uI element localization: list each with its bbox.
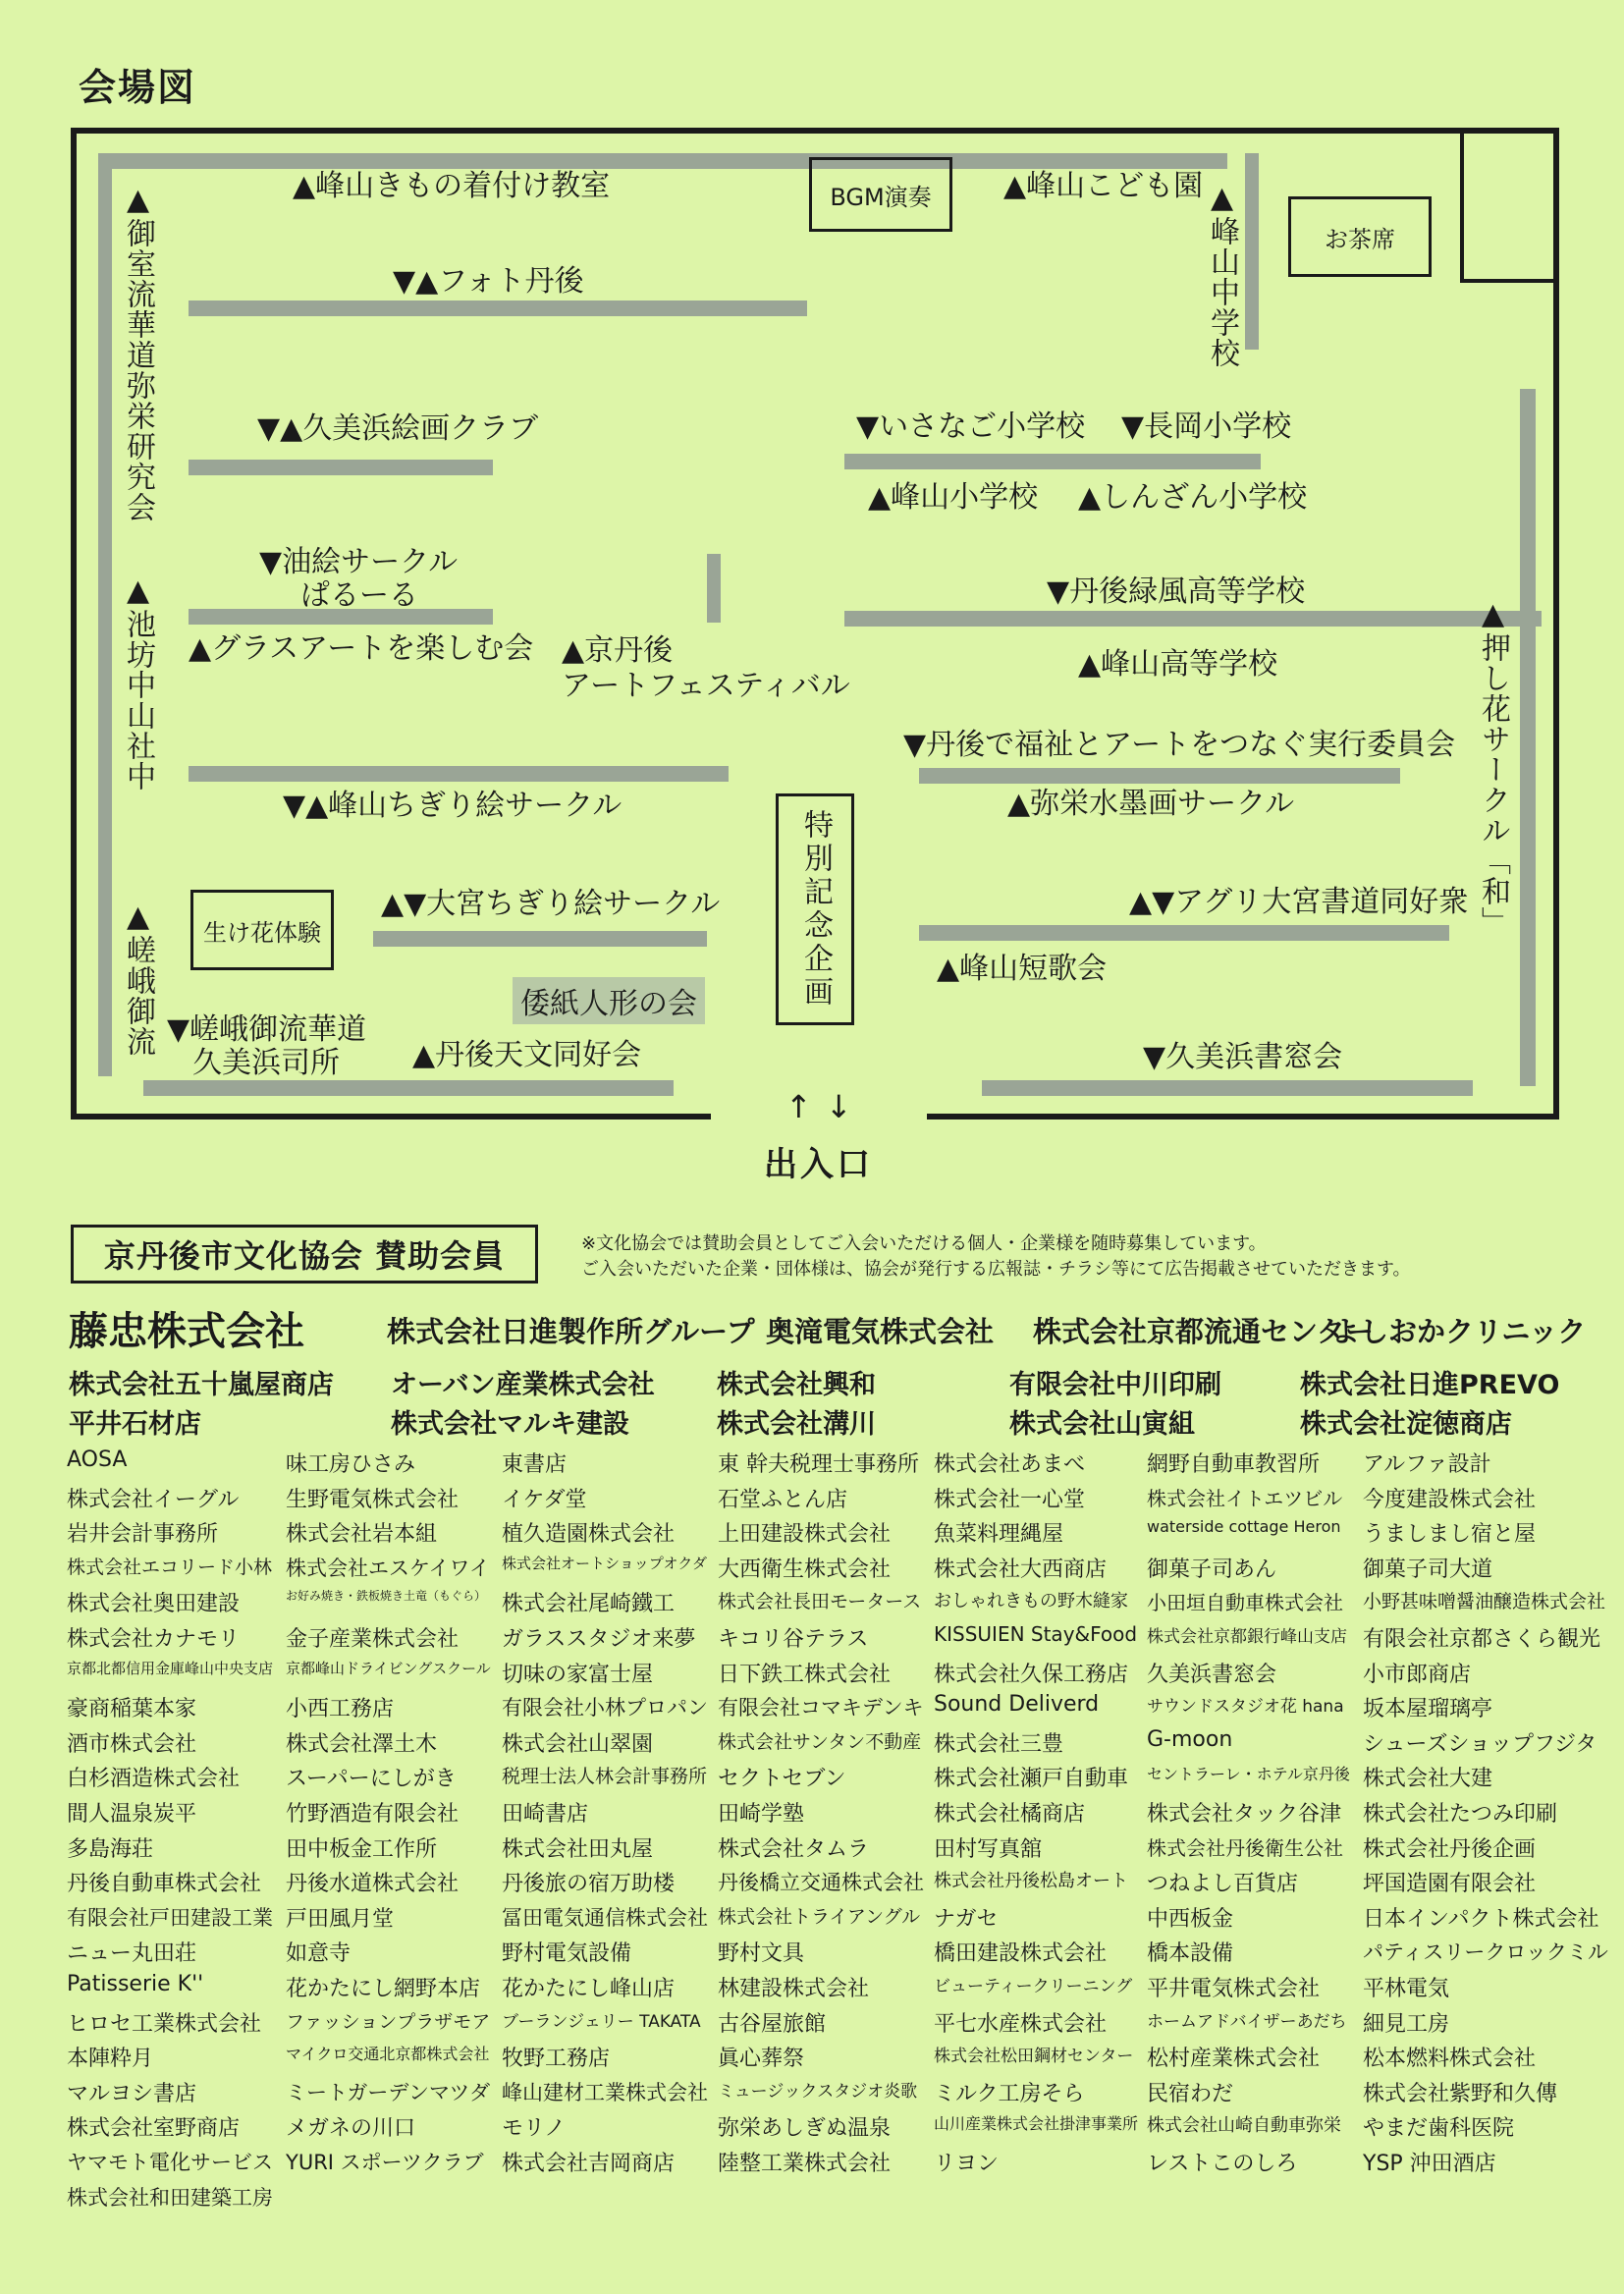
bar bbox=[919, 925, 1449, 941]
label-tanka: ▲峰山短歌会 bbox=[937, 952, 1108, 986]
member-entry: ヤマモト電化サービス bbox=[67, 2151, 273, 2174]
member-entry: 弥栄あしぎぬ温泉 bbox=[718, 2116, 892, 2142]
gold-sponsor: オーバン産業株式会社 bbox=[391, 1370, 655, 1400]
member-entry: 株式会社橘商店 bbox=[934, 1802, 1086, 1827]
entrance-label: 出入口 bbox=[764, 1145, 873, 1184]
member-entry: 株式会社三豊 bbox=[934, 1731, 1064, 1757]
label-kimono: ▲峰山きもの着付け教室 bbox=[293, 169, 611, 203]
member-entry: 間人温泉炭平 bbox=[67, 1802, 197, 1827]
member-entry: 峰山建材工業株式会社 bbox=[502, 2080, 708, 2104]
bar bbox=[98, 153, 1227, 169]
bar bbox=[1245, 153, 1259, 350]
member-entry: 多島海荘 bbox=[67, 1836, 154, 1862]
member-entry: ホームアドバイザーあだち bbox=[1147, 2011, 1347, 2032]
member-entry: 株式会社一心堂 bbox=[934, 1487, 1086, 1512]
member-entry: 株式会社エスケイワイ bbox=[286, 1556, 490, 1580]
member-entry: ヒロセ工業株式会社 bbox=[67, 2011, 262, 2037]
bar bbox=[844, 611, 1542, 627]
label-kyotango-1: ▲京丹後 bbox=[562, 633, 674, 668]
member-entry: 味工房ひさみ bbox=[286, 1452, 416, 1477]
member-entry: 小市郎商店 bbox=[1363, 1662, 1472, 1687]
member-entry: 株式会社山崎自動車弥栄 bbox=[1147, 2115, 1341, 2137]
member-entry: 如意寺 bbox=[286, 1941, 352, 1967]
member-entry: シューズショップフジタ bbox=[1363, 1731, 1597, 1757]
member-entry: 民宿わだ bbox=[1147, 2081, 1234, 2106]
member-entry: 丹後水道株式会社 bbox=[286, 1872, 460, 1897]
member-entry: 田崎書店 bbox=[502, 1802, 589, 1827]
member-entry: レストこのしろ bbox=[1147, 2152, 1298, 2176]
member-entry: 株式会社イトエツビル bbox=[1147, 1486, 1343, 1510]
member-entry: 橋本設備 bbox=[1147, 1941, 1234, 1967]
member-entry: 有限会社コマキデンキ bbox=[718, 1696, 924, 1720]
label-aguri: ▲▼アグリ大宮書道同好衆 bbox=[1129, 885, 1469, 919]
frame-bottom-left bbox=[71, 1114, 711, 1120]
gold-sponsor: 株式会社溝川 bbox=[717, 1409, 876, 1440]
member-entry: 花かたにし峰山店 bbox=[502, 1977, 676, 2001]
label-omiya-chigiri: ▲▼大宮ちぎり絵サークル bbox=[381, 887, 721, 921]
member-entry: 大西衛生株式会社 bbox=[718, 1557, 892, 1582]
member-entry: 株式会社大建 bbox=[1363, 1767, 1493, 1792]
bar bbox=[982, 1080, 1473, 1096]
member-entry: 白杉酒造株式会社 bbox=[67, 1767, 241, 1792]
member-entry: YURI スポーツクラブ bbox=[286, 2151, 484, 2174]
bar bbox=[189, 300, 807, 316]
member-entry: 株式会社イーグル bbox=[67, 1487, 240, 1512]
label-shinzan: ▲しんざん小学校 bbox=[1078, 480, 1308, 515]
label-chigiri: ▼▲峰山ちぎり絵サークル bbox=[283, 789, 623, 823]
member-entry: 丹後自動車株式会社 bbox=[67, 1872, 262, 1897]
member-entry: お好み焼き・鉄板焼き土竜（もぐら） bbox=[286, 1589, 487, 1604]
gold-sponsor: 株式会社淀徳商店 bbox=[1300, 1409, 1512, 1440]
member-entry: 京都峰山ドライビングスクール bbox=[286, 1659, 491, 1677]
member-entry: 岩井会計事務所 bbox=[67, 1522, 219, 1548]
member-entry: 株式会社大西商店 bbox=[934, 1557, 1108, 1582]
label-isanago: ▼いさなご小学校 bbox=[856, 410, 1086, 444]
member-entry: 牧野工務店 bbox=[502, 2047, 611, 2072]
top-sponsor: 奥滝電気株式会社 bbox=[766, 1315, 995, 1348]
member-entry: 株式会社丹後衛生公社 bbox=[1147, 1835, 1343, 1860]
label-yasaka-ink: ▲弥栄水墨画サークル bbox=[1007, 787, 1295, 821]
bar bbox=[189, 766, 729, 782]
member-entry: 戸田風月堂 bbox=[286, 1906, 395, 1932]
gold-sponsor: 株式会社山寅組 bbox=[1009, 1409, 1195, 1440]
frame-top bbox=[71, 128, 1559, 134]
member-entry: 株式会社あまべ bbox=[934, 1452, 1086, 1477]
bar bbox=[373, 931, 707, 947]
member-entry: 株式会社京都銀行峰山支店 bbox=[1147, 1627, 1347, 1647]
member-entry: 花かたにし網野本店 bbox=[286, 1977, 481, 2001]
member-entry: 株式会社久保工務店 bbox=[934, 1662, 1129, 1687]
vlabel-mineyama-jhs: ▲峰山中学校 bbox=[1205, 181, 1239, 368]
member-entry: 株式会社瀬戸自動車 bbox=[934, 1767, 1129, 1792]
member-entry: 株式会社エコリード小林 bbox=[67, 1556, 273, 1578]
label-oil-2: ぱるーる bbox=[300, 578, 418, 613]
member-entry: 松村産業株式会社 bbox=[1147, 2047, 1321, 2072]
vlabel-oshibana: ▲押し花サークル「和」 bbox=[1476, 597, 1510, 937]
member-entry: イケダ堂 bbox=[502, 1487, 587, 1512]
member-entry: 今度建設株式会社 bbox=[1363, 1487, 1537, 1512]
member-entry: 古谷屋旅館 bbox=[718, 2011, 827, 2037]
member-entry: 林建設株式会社 bbox=[718, 1977, 870, 2001]
member-entry: 御菓子司あん bbox=[1147, 1557, 1277, 1582]
member-entry: 有限会社京都さくら観光 bbox=[1363, 1627, 1601, 1652]
member-entry: 石堂ふとん店 bbox=[718, 1487, 848, 1512]
member-entry: モリノ bbox=[502, 2116, 567, 2142]
member-entry: スーパーにしがき bbox=[286, 1767, 457, 1792]
top-sponsor: 株式会社京都流通センター bbox=[1033, 1315, 1374, 1348]
member-entry: ミルク工房そら bbox=[934, 2081, 1085, 2106]
member-entry: ブーランジェリー TAKATA bbox=[502, 2011, 701, 2032]
label-glass: ▲グラスアートを楽しむ会 bbox=[189, 631, 534, 666]
member-entry: 小野甚味噌醤油醸造株式会社 bbox=[1363, 1591, 1606, 1613]
member-entry: 株式会社タック谷津 bbox=[1147, 1802, 1342, 1827]
member-entry: つねよし百貨店 bbox=[1147, 1872, 1299, 1897]
member-entry: Patisserie K'' bbox=[67, 1972, 204, 1996]
member-entry: 株式会社和田建築工房 bbox=[67, 2185, 273, 2210]
member-entry: 株式会社吉岡商店 bbox=[502, 2152, 676, 2176]
member-entry: ミュージックスタジオ炎歌 bbox=[718, 2081, 918, 2102]
label-fukushi: ▼丹後で福祉とアートをつなぐ実行委員会 bbox=[903, 728, 1456, 762]
member-entry: 小田垣自動車株式会社 bbox=[1147, 1591, 1343, 1615]
member-entry: 冨田電気通信株式会社 bbox=[502, 1905, 708, 1930]
member-entry: 久美浜書窓会 bbox=[1147, 1662, 1277, 1687]
map-title: 会場図 bbox=[79, 66, 197, 109]
bar bbox=[1520, 389, 1536, 1086]
member-entry: 豪商稲葉本家 bbox=[67, 1697, 197, 1722]
member-entry: 野村電気設備 bbox=[502, 1941, 632, 1967]
label-kumihama-kiln: ▼久美浜書窓会 bbox=[1143, 1040, 1343, 1074]
member-entry: 株式会社室野商店 bbox=[67, 2116, 241, 2142]
bar bbox=[919, 768, 1400, 784]
member-entry: うましまし宿と屋 bbox=[1363, 1522, 1537, 1548]
corner-room-left bbox=[1460, 128, 1464, 283]
member-entry: 田中板金工作所 bbox=[286, 1836, 438, 1862]
member-entry: 京都北都信用金庫峰山中央支店 bbox=[67, 1659, 274, 1677]
member-entry: 有限会社戸田建設工業 bbox=[67, 1905, 273, 1930]
member-entry: YSP 沖田酒店 bbox=[1363, 2152, 1496, 2176]
member-entry: 株式会社尾崎鐵工 bbox=[502, 1592, 676, 1617]
vlabel-saga-ryu: ▲嵯峨御流 bbox=[121, 900, 155, 1057]
member-entry: ビューティークリーニング bbox=[934, 1977, 1133, 1996]
member-entry: 株式会社田丸屋 bbox=[502, 1836, 654, 1862]
bgm-box: BGM演奏 bbox=[809, 157, 952, 232]
member-entry: 細見工房 bbox=[1363, 2011, 1450, 2037]
member-entry: 小西工務店 bbox=[286, 1697, 395, 1722]
gold-sponsor: 有限会社中川印刷 bbox=[1009, 1370, 1221, 1400]
tea-room-box: お茶席 bbox=[1288, 196, 1432, 277]
member-entry: 田村写真舘 bbox=[934, 1836, 1043, 1862]
member-entry: セクトセブン bbox=[718, 1767, 846, 1792]
member-entry: 平林電気 bbox=[1363, 1977, 1450, 2001]
member-entry: 株式会社カナモリ bbox=[67, 1627, 241, 1652]
vlabel-omuro: ▲御室流華道弥栄研究会 bbox=[121, 183, 155, 522]
member-entry: 上田建設株式会社 bbox=[718, 1522, 892, 1548]
member-entry: 東書店 bbox=[502, 1452, 568, 1477]
member-entry: 税理士法人林会計事務所 bbox=[502, 1766, 708, 1788]
label-photo: ▼▲フォト丹後 bbox=[393, 264, 584, 299]
member-entry: G-moon bbox=[1147, 1726, 1233, 1752]
sponsors-note-2: ご入会いただいた企業・団体様は、協会が発行する広報誌・チラシ等にて広告掲載させていただきます。 bbox=[581, 1259, 1411, 1280]
label-kodomo: ▲峰山こども園 bbox=[1003, 169, 1204, 203]
member-entry: 東 幹夫税理士事務所 bbox=[718, 1452, 919, 1477]
member-entry: 御菓子司大道 bbox=[1363, 1557, 1493, 1582]
member-entry: AOSA bbox=[67, 1447, 128, 1472]
top-sponsor: よしおかクリニック bbox=[1331, 1315, 1587, 1348]
corner-room-bottom bbox=[1460, 279, 1559, 283]
bar bbox=[98, 153, 112, 1076]
member-entry: ガラススタジオ来夢 bbox=[502, 1627, 696, 1652]
member-entry: 有限会社小林プロパン bbox=[502, 1696, 708, 1720]
label-ryokufu: ▼丹後緑風高等学校 bbox=[1047, 574, 1306, 609]
member-entry: メガネの川口 bbox=[286, 2116, 416, 2142]
sponsors-heading: 京丹後市文化協会 賛助会員 bbox=[71, 1225, 538, 1284]
special-exhibit-box: 特別記念企画 bbox=[776, 793, 854, 1025]
vlabel-ikenobo: ▲池坊中山社中 bbox=[121, 574, 155, 792]
member-entry: 日本インパクト株式会社 bbox=[1363, 1906, 1599, 1932]
member-entry: アルファ設計 bbox=[1363, 1452, 1491, 1477]
member-entry: 眞心葬祭 bbox=[718, 2047, 805, 2072]
member-entry: 株式会社岩本組 bbox=[286, 1522, 438, 1548]
member-entry: 丹後旅の宿万助楼 bbox=[502, 1872, 676, 1897]
member-entry: KISSUIEN Stay&Food bbox=[934, 1622, 1138, 1646]
member-entry: 株式会社オートショップオクダ bbox=[502, 1554, 707, 1572]
member-entry: パティスリークロックミル bbox=[1363, 1940, 1608, 1965]
member-entry: 株式会社山翠園 bbox=[502, 1731, 654, 1757]
member-entry: ミートガーデンマツダ bbox=[286, 2080, 491, 2104]
bar bbox=[707, 554, 721, 623]
label-mineyama-es: ▲峰山小学校 bbox=[868, 480, 1039, 515]
member-entry: waterside cottage Heron bbox=[1147, 1517, 1341, 1537]
member-entry: 田崎学塾 bbox=[718, 1802, 805, 1827]
member-entry: 株式会社紫野和久傳 bbox=[1363, 2081, 1558, 2106]
member-entry: おしゃれきもの野木縫家 bbox=[934, 1591, 1128, 1612]
member-entry: 平井電気株式会社 bbox=[1147, 1977, 1321, 2001]
frame-right bbox=[1553, 128, 1559, 1120]
member-entry: 中西板金 bbox=[1147, 1906, 1234, 1932]
member-entry: 坪国造園有限会社 bbox=[1363, 1872, 1537, 1897]
member-entry: 株式会社奥田建設 bbox=[67, 1592, 241, 1617]
member-entry: 平七水産株式会社 bbox=[934, 2011, 1108, 2037]
label-oil-1: ▼油絵サークル bbox=[259, 545, 459, 579]
washi-doll-highlight: 倭紙人形の会 bbox=[513, 977, 705, 1024]
member-entry: 坂本屋瑠璃亭 bbox=[1363, 1697, 1493, 1722]
label-kumihama-art: ▼▲久美浜絵画クラブ bbox=[257, 411, 539, 446]
member-entry: 株式会社トライアングル bbox=[718, 1905, 921, 1928]
member-entry: 植久造園株式会社 bbox=[502, 1522, 676, 1548]
gold-sponsor: 株式会社五十嵐屋商店 bbox=[69, 1370, 334, 1400]
member-entry: 切味の家富士屋 bbox=[502, 1662, 654, 1687]
member-entry: 金子産業株式会社 bbox=[286, 1627, 460, 1652]
member-entry: Sound Deliverd bbox=[934, 1692, 1100, 1718]
member-entry: 網野自動車教習所 bbox=[1147, 1452, 1321, 1477]
label-nagaoka: ▼長岡小学校 bbox=[1121, 410, 1292, 444]
member-entry: 株式会社たつみ印刷 bbox=[1363, 1802, 1558, 1827]
frame-left bbox=[71, 128, 77, 1120]
member-entry: 酒市株式会社 bbox=[67, 1731, 197, 1757]
member-entry: 株式会社丹後企画 bbox=[1363, 1836, 1537, 1862]
member-entry: リヨン bbox=[934, 2152, 1000, 2176]
member-entry: 竹野酒造有限会社 bbox=[286, 1802, 460, 1827]
member-entry: 山川産業株式会社掛津事業所 bbox=[934, 2114, 1139, 2134]
member-entry: ファッションプラザモア bbox=[286, 2010, 491, 2033]
label-saga-1: ▼嵯峨御流華道 bbox=[167, 1012, 367, 1047]
member-entry: 松本燃料株式会社 bbox=[1363, 2047, 1537, 2072]
member-entry: ニュー丸田荘 bbox=[67, 1941, 197, 1967]
gold-sponsor: 平井石材店 bbox=[69, 1409, 201, 1440]
member-entry: マイクロ交通北京都株式会社 bbox=[286, 2045, 490, 2064]
entrance-arrows: ↑↓ bbox=[785, 1088, 866, 1125]
member-entry: ナガセ bbox=[934, 1906, 999, 1932]
member-entry: 株式会社サンタン不動産 bbox=[718, 1730, 922, 1753]
member-entry: セントラーレ・ホテル京丹後 bbox=[1147, 1765, 1350, 1784]
gold-sponsor: 株式会社マルキ建設 bbox=[391, 1409, 629, 1440]
label-astro: ▲丹後天文同好会 bbox=[412, 1038, 642, 1072]
member-entry: 橋田建設株式会社 bbox=[934, 1941, 1108, 1967]
gold-sponsor: 株式会社日進PREVO bbox=[1300, 1370, 1560, 1400]
member-entry: 生野電気株式会社 bbox=[286, 1487, 460, 1512]
bar bbox=[844, 454, 1261, 469]
frame-bottom-right bbox=[927, 1114, 1559, 1120]
ikebana-box: 生け花体験 bbox=[190, 890, 334, 970]
member-entry: やまだ歯科医院 bbox=[1363, 2116, 1515, 2142]
member-entry: 丹後橋立交通株式会社 bbox=[718, 1871, 924, 1895]
gold-sponsor: 株式会社興和 bbox=[717, 1370, 876, 1400]
member-entry: 本陣粋月 bbox=[67, 2047, 154, 2072]
top-sponsor: 株式会社日進製作所グループ bbox=[387, 1315, 755, 1348]
member-entry: 陸整工業株式会社 bbox=[718, 2152, 892, 2176]
member-entry: 株式会社松田鋼材センター bbox=[934, 2047, 1134, 2067]
member-entry: 魚菜料理縄屋 bbox=[934, 1522, 1064, 1548]
label-saga-2: 久美浜司所 bbox=[192, 1046, 340, 1080]
member-entry: マルヨシ書店 bbox=[67, 2081, 197, 2106]
bar bbox=[189, 460, 493, 475]
label-mineyama-hs: ▲峰山高等学校 bbox=[1078, 647, 1278, 682]
member-entry: 株式会社タムラ bbox=[718, 1836, 870, 1862]
member-entry: 日下鉄工株式会社 bbox=[718, 1662, 892, 1687]
top-sponsor: 藤忠株式会社 bbox=[69, 1309, 304, 1354]
member-entry: 株式会社長田モータース bbox=[718, 1591, 922, 1613]
member-entry: キコリ谷テラス bbox=[718, 1627, 869, 1652]
bar bbox=[143, 1080, 674, 1096]
member-entry: サウンドスタジオ花 hana bbox=[1147, 1697, 1344, 1718]
sponsors-note-1: ※文化協会では賛助会員としてご入会いただける個人・企業様を随時募集しています。 bbox=[581, 1233, 1267, 1254]
label-kyotango-2: アートフェスティバル bbox=[562, 669, 850, 703]
member-entry: 株式会社澤土木 bbox=[286, 1731, 438, 1757]
member-entry: 野村文具 bbox=[718, 1941, 805, 1967]
member-entry: 株式会社丹後松島オート bbox=[934, 1871, 1128, 1892]
